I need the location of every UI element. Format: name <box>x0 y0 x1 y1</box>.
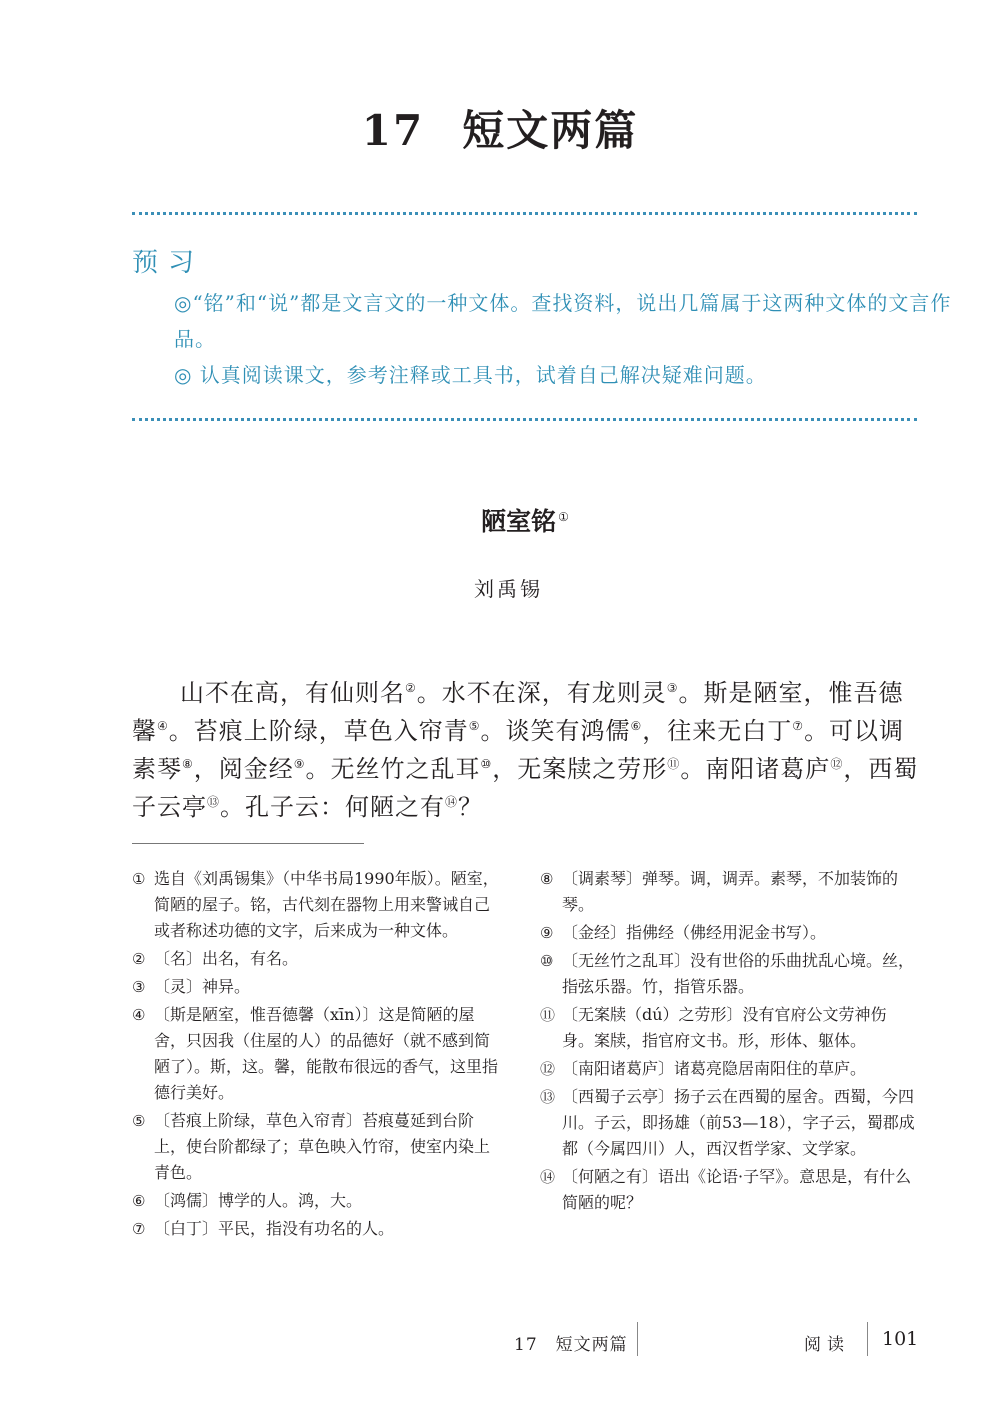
lesson-number: 17 <box>361 106 425 155</box>
footnote-number: ① <box>132 870 146 888</box>
essay-text-segment: ，阅金经 <box>193 755 294 783</box>
footnote-number: ⑫ <box>540 1060 556 1078</box>
footnote-ref: ③ <box>666 681 679 695</box>
footnote-ref: ⑤ <box>468 719 481 733</box>
footnote-number: ⑪ <box>540 1006 556 1024</box>
essay-text-segment: ？ <box>458 793 484 821</box>
footnote-text: 〔调素琴〕弹琴。调，调弄。素琴，不加装饰的琴。 <box>562 869 899 914</box>
essay-title <box>0 502 1000 538</box>
footer-section: 阅读 <box>804 1335 850 1355</box>
footnote-text: 〔南阳诸葛庐〕诸葛亮隐居南阳住的草庐。 <box>562 1059 867 1078</box>
essay-text-segment: ，无案牍之劳形 <box>492 755 668 783</box>
footnote-text: 〔白丁〕平民，指没有功名的人。 <box>154 1219 395 1238</box>
footnote-item <box>132 946 504 972</box>
lesson-name: 短文两篇 <box>462 106 639 155</box>
essay-text-segment: 。无丝竹之乱耳 <box>305 755 481 783</box>
footnote-item <box>132 1108 504 1186</box>
footnote-item <box>540 1164 918 1216</box>
preview-heading: 预习 <box>132 248 205 278</box>
footnote-item <box>540 866 918 918</box>
essay-text-segment: 山不在高，有仙则名 <box>180 679 405 707</box>
footnote-text: 〔苔痕上阶绿，草色入帘青〕苔痕蔓延到台阶上，使台阶都绿了；草色映入竹帘，使室内染上青色。 <box>154 1111 491 1182</box>
footnote-text: 〔鸿儒〕博学的人。鸿，大。 <box>154 1191 363 1210</box>
footer-divider <box>867 1322 868 1356</box>
footnote-text: 〔无案牍（dú）之劳形〕没有官府公文劳神伤身。案牍，指官府文书。形，形体、躯体。 <box>562 1005 887 1050</box>
footnote-ref: ⑦ <box>792 719 805 733</box>
footnote-number: ⑭ <box>540 1168 556 1186</box>
footnote-ref: ② <box>405 681 417 695</box>
footnote-text: 〔灵〕神异。 <box>154 977 251 996</box>
essay-text-segment: 。斯是陋室，惟吾德馨 <box>132 679 904 745</box>
footnote-number: ⑦ <box>132 1220 146 1238</box>
footnote-ref: ① <box>558 509 569 524</box>
footnote-item <box>540 1084 918 1162</box>
footnote-ref: ⑨ <box>293 757 306 771</box>
footnote-item <box>132 1216 504 1242</box>
essay-text-segment: 。水不在深，有龙则灵 <box>416 679 667 707</box>
footnote-text: 〔西蜀子云亭〕扬子云在西蜀的屋舍。西蜀，今四川。子云，即扬雄（前53—18），字子云，蜀郡成都（今属四川）人，西汉哲学家、文学家。 <box>562 1087 915 1158</box>
footnote-ref: ⑪ <box>667 757 681 771</box>
footnote-item <box>540 920 918 946</box>
footnote-number: ④ <box>132 1006 146 1024</box>
footnote-ref: ⑧ <box>182 757 194 771</box>
footnotes-right-column <box>540 866 918 1218</box>
footnote-number: ② <box>132 950 146 968</box>
preview-item: ◎“铭”和“说”都是文言文的一种文体。查找资料，说出几篇属于这两种文体的文言作品。 <box>174 291 952 351</box>
footnote-number: ⑨ <box>540 924 554 942</box>
footnote-rule <box>132 843 364 844</box>
footnote-text: 〔金经〕指佛经（佛经用泥金书写）。 <box>562 923 827 942</box>
footnote-ref: ⑭ <box>445 795 459 809</box>
footnote-item <box>132 1188 504 1214</box>
page-footer <box>0 1322 1000 1362</box>
footnote-number: ⑬ <box>540 1088 556 1106</box>
footnote-number: ⑩ <box>540 952 554 970</box>
footnote-ref: ④ <box>157 719 169 733</box>
footnote-item <box>540 1056 918 1082</box>
dotted-divider-top <box>132 212 917 215</box>
essay-author: 刘禹锡 <box>474 577 543 601</box>
footnote-number: ⑤ <box>132 1112 146 1130</box>
footer-lesson-title: 17 短文两篇 <box>514 1335 628 1355</box>
footnote-ref: ⑫ <box>830 757 844 771</box>
footnote-text: 〔无丝竹之乱耳〕没有世俗的乐曲扰乱心境。丝，指弦乐器。竹，指管乐器。 <box>562 951 915 996</box>
footnote-ref: ⑬ <box>207 795 221 809</box>
footnote-text: 〔斯是陋室，惟吾德馨（xīn）〕这是简陋的屋舍，只因我（住屋的人）的品德好（就不感到简陋了）。斯，这。馨，能散布很远的香气，这里指德行美好。 <box>154 1005 499 1102</box>
preview-item: ◎ 认真阅读课文，参考注释或工具书，试着自己解决疑难问题。 <box>174 363 767 387</box>
dotted-divider-bottom <box>132 418 917 421</box>
footnote-number: ③ <box>132 978 146 996</box>
footnote-item <box>540 1002 918 1054</box>
essay-title-text: 陋室铭 <box>481 507 557 536</box>
essay-text-segment: 。孔子云：何陋之有 <box>220 793 446 821</box>
essay-body <box>132 674 924 826</box>
essay-text-segment: 。可以调素琴 <box>132 717 905 783</box>
essay-text-segment: 。谈笑有鸿儒 <box>480 717 631 745</box>
essay-text-segment: 。苔痕上阶绿，草色入帘青 <box>168 717 469 745</box>
page-number: 101 <box>882 1328 919 1350</box>
lesson-title <box>0 98 1000 158</box>
essay-text-segment: ，往来无白丁 <box>642 717 793 745</box>
footnote-ref: ⑩ <box>480 757 493 771</box>
footnote-text: 选自《刘禹锡集》（中华书局1990年版）。陋室，简陋的屋子。铭，古代刻在器物上用来警诫自己或者称述功德的文字，后来成为一种文体。 <box>154 869 499 940</box>
footnote-ref: ⑥ <box>630 719 643 733</box>
footnote-text: 〔名〕出名，有名。 <box>154 949 299 968</box>
footnote-number: ⑧ <box>540 870 554 888</box>
essay-text-segment: ，西蜀子云亭 <box>132 755 919 821</box>
footnote-item <box>132 866 504 944</box>
essay-text-segment: 。南阳诸葛庐 <box>680 755 831 783</box>
footnote-text: 〔何陋之有〕语出《论语·子罕》。意思是，有什么简陋的呢？ <box>562 1167 912 1212</box>
footnote-item <box>132 974 504 1000</box>
footnote-item <box>540 948 918 1000</box>
footer-divider <box>637 1322 638 1356</box>
footnote-number: ⑥ <box>132 1192 146 1210</box>
footnote-item <box>132 1002 504 1106</box>
footnotes-left-column <box>132 866 504 1244</box>
